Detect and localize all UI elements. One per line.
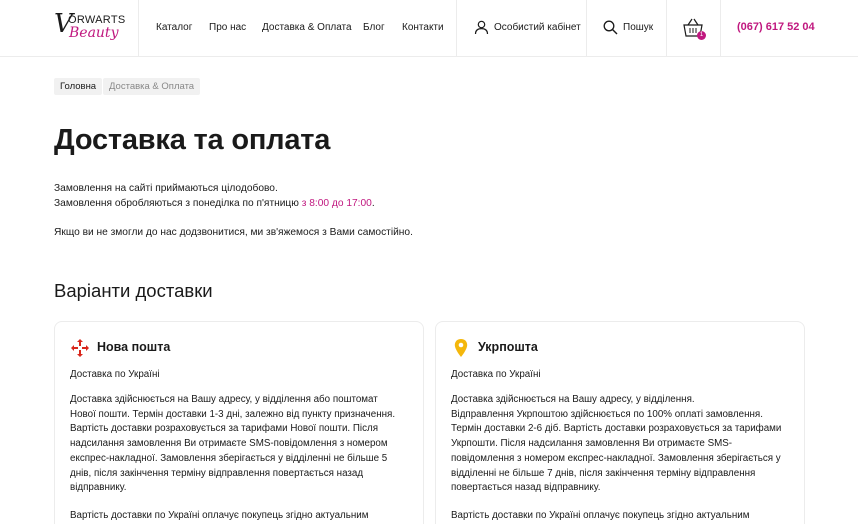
intro-line-1: Замовлення на сайті приймаються цілодобово. [54,183,278,194]
card-body-line: повертається назад відправнику. [451,482,601,494]
card-body-line: експрес-накладної. Замовлення зберігається у відділенні не більше 5 [70,452,388,464]
map-pin-icon [451,338,471,358]
account-link[interactable]: Особистий кабінет [494,22,581,33]
nav-about[interactable]: Про нас [209,22,247,33]
header-divider [138,0,139,57]
user-icon[interactable] [474,20,489,35]
breadcrumb-current: Доставка & Оплата [103,78,200,95]
logo-word-beauty: Beauty [69,25,119,41]
intro-line-2-end: . [371,198,375,209]
card-body-line: відділенні не більше 7 днів, після закінчення терміну відправлення [451,467,756,479]
page-title: Доставка та оплата [54,124,331,156]
intro-line-3: Якщо ви не змогли до нас додзвонитися, ми зв'яжемося з Вами самостійно. [54,227,413,238]
header-divider [666,0,667,57]
card-body [451,393,796,496]
card-body-line: Вартість доставки розраховується за тарифами Нової пошти. Після [70,423,378,435]
card-footer: Вартість доставки по Україні оплачує покупець згідно актуальним [70,510,369,521]
logo-word-forwarts: ORWARTS [68,14,126,26]
nav-delivery[interactable]: Доставка & Оплата [262,22,352,33]
card-body-line: днів, після закінчення терміну відправлення повертається назад [70,467,364,479]
search-icon[interactable] [603,20,618,35]
card-body [70,393,415,496]
header-divider [456,0,457,57]
card-title: Укрпошта [478,340,538,354]
card-body-line: Доставка здійснюється на Вашу адресу, у відділення або поштомат [70,394,378,405]
delivery-card-ukrposhta [435,321,805,524]
card-body-line: Відправлення Укрпоштою здійснюється по 100% оплаті замовлення. [451,408,763,420]
logo-letter: V [54,9,73,39]
card-body-line: Укрпошти. Після надсилання замовлення Ви отримаєте SMS- [451,438,733,450]
phone-link[interactable]: (067) 617 52 04 [737,21,815,33]
header-divider [586,0,587,57]
delivery-heading: Варіанти доставки [54,280,213,301]
card-subtitle: Доставка по Україні [70,369,160,380]
nav-blog[interactable]: Блог [363,22,385,33]
nav-contacts[interactable]: Контакти [402,22,444,33]
card-body-line: Нової пошти. Термін доставки 1-3 дні, залежно від пункту призначення. [70,408,396,420]
logo[interactable] [54,11,126,45]
card-body-line: Доставка здійснюється на Вашу адресу, у відділення. [451,394,695,405]
delivery-card-nova-poshta [54,321,424,524]
header-divider [720,0,721,57]
card-body-line: надсилання замовлення Ви отримаєте SMS-повідомлення з номером [70,438,388,450]
card-body-line: Термін доставки 2-6 діб. Вартість доставки розраховується за тарифами [451,423,782,435]
working-hours: з 8:00 до 17:00 [301,198,372,209]
nav-catalog[interactable]: Каталог [156,22,193,33]
site-header [0,0,858,57]
cart-count-badge: 1 [697,31,706,40]
card-title: Нова пошта [97,340,171,354]
intro-line-2-text: Замовлення обробляються з понеділка по п'ятницю [54,198,302,209]
card-body-line: повідомлення з номером експрес-накладної. Замовлення зберігається у [451,452,781,464]
card-body-line: відправнику. [70,482,127,494]
search-link[interactable]: Пошук [623,22,654,33]
intro-line-2 [54,198,375,209]
card-subtitle: Доставка по Україні [451,369,541,380]
card-footer: Вартість доставки по Україні оплачує покупець згідно актуальним [451,510,750,521]
breadcrumb-home[interactable]: Головна [54,78,102,95]
nova-poshta-icon [70,338,90,358]
